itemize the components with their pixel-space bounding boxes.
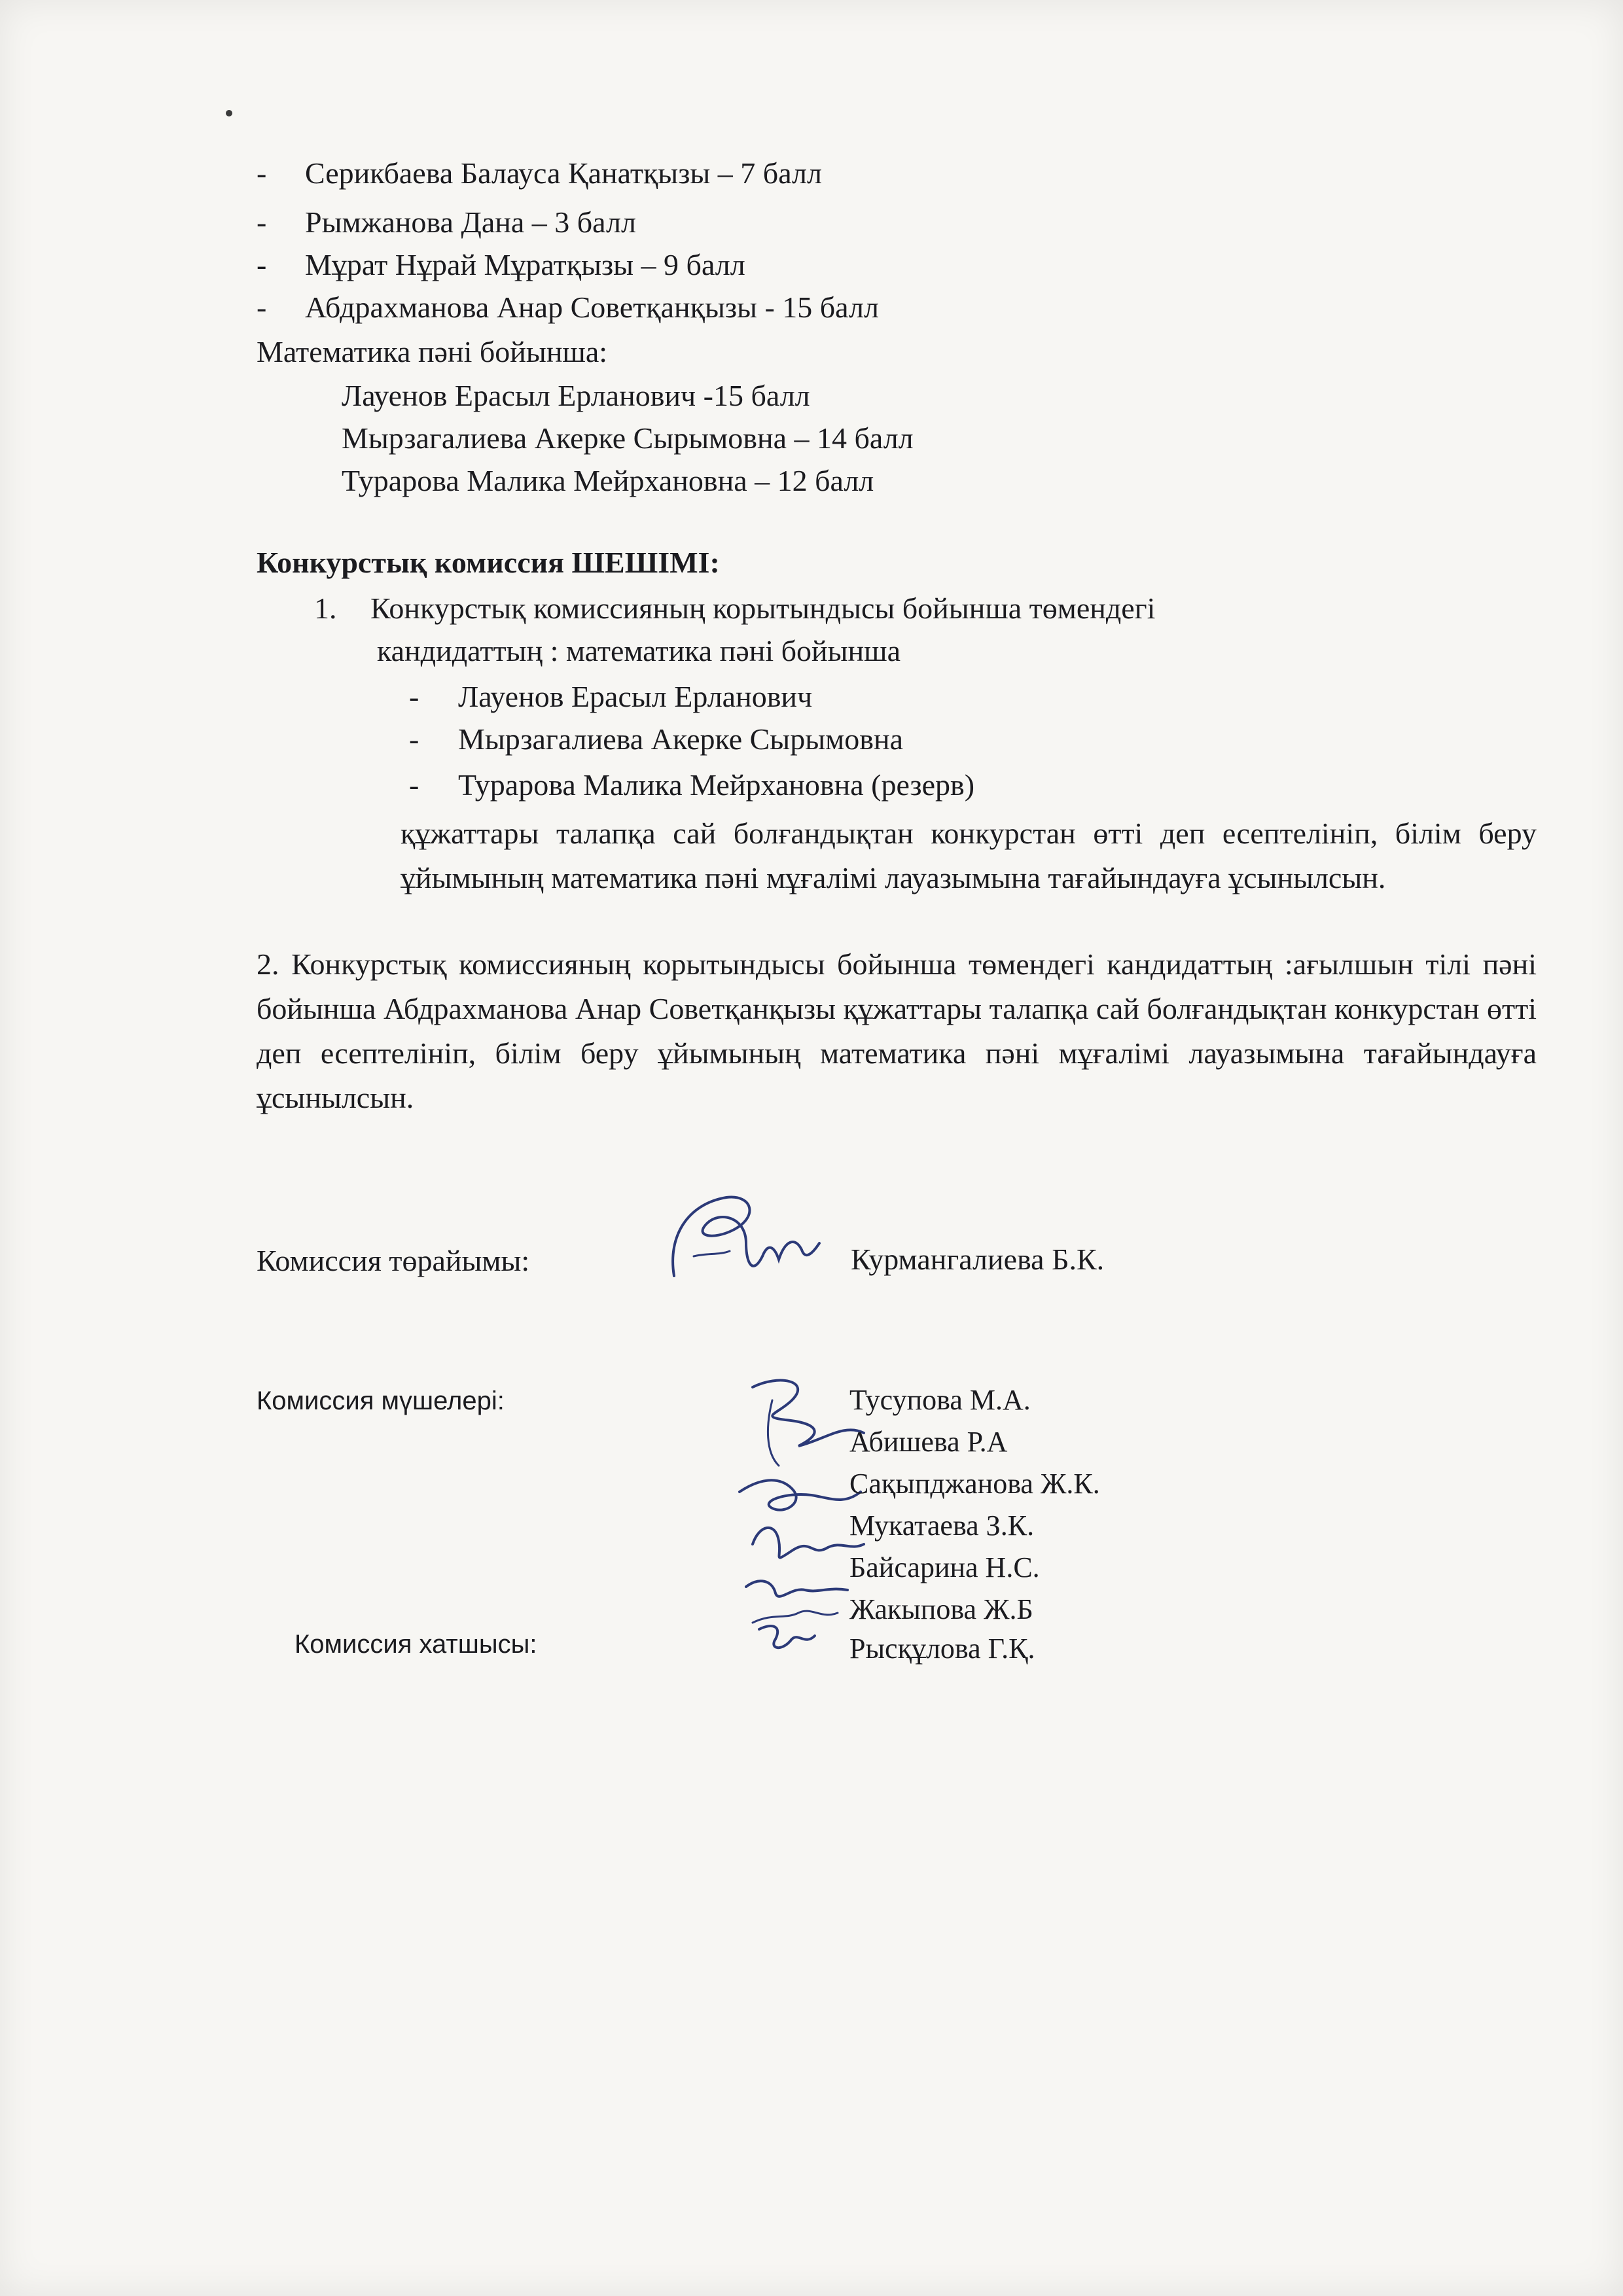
member-name: Абишева Р.А (849, 1426, 1008, 1458)
member-name: Мукатаева З.К. (849, 1510, 1035, 1542)
decision1-intro-line1: Конкурстық комиссияның корытындысы бойынша төмендегі (370, 592, 1156, 625)
score-item: Абдрахманова Анар Советқанқызы - 15 балл (305, 291, 879, 324)
member-name: Тусупова М.А. (849, 1384, 1031, 1416)
list-bullet: - (409, 680, 419, 713)
score-item: Рымжанова Дана – 3 балл (305, 205, 636, 239)
decision2-paragraph: 2. Конкурстық комиссияның корытындысы бойынша төмендегі кандидаттың :ағылшын тілі пәні бойынша Абдрахманова Анар Советқанқызы құжаттары талапқа сай болғандықтан конкурстан өтті деп есептелініп, білім беру ұйымының математика пәні мұғалімі лауазымына тағайындауға ұсынылсын. (257, 947, 1537, 1114)
list-bullet: - (409, 768, 419, 802)
decision1-intro-line2: кандидаттың : математика пәні бойынша (377, 634, 901, 667)
list-bullet: - (257, 291, 267, 324)
secretary-label: Комиссия хатшысы: (294, 1630, 537, 1659)
member-name: Сақыпджанова Ж.К. (849, 1468, 1100, 1500)
chair-label: Комиссия төрайымы: (257, 1244, 530, 1277)
member-name: Байсарина Н.С. (849, 1551, 1040, 1583)
list-bullet: - (409, 722, 419, 756)
secretary-signature (746, 1610, 825, 1669)
score-item: Мұрат Нұрай Мұратқызы – 9 балл (305, 248, 745, 281)
scan-speck (226, 110, 232, 116)
candidate-item: Мырзагалиева Акерке Сырымовна (458, 722, 903, 756)
math-score-item: Лауенов Ерасыл Ерланович -15 балл (342, 379, 810, 412)
math-score-item: Мырзагалиева Акерке Сырымовна – 14 балл (342, 421, 914, 455)
chair-signature (648, 1178, 831, 1302)
decision1-number: 1. (314, 592, 337, 625)
members-label: Комиссия мүшелері: (257, 1386, 505, 1415)
member-name: Жакыпова Ж.Б (849, 1593, 1033, 1625)
secretary-name: Рысқұлова Г.Қ. (849, 1633, 1035, 1665)
math-heading: Математика пәні бойынша: (257, 335, 608, 368)
candidate-item: Турарова Малика Мейрхановна (резерв) (458, 768, 975, 802)
math-score-item: Турарова Малика Мейрхановна – 12 балл (342, 464, 874, 497)
score-item: Серикбаева Балауса Қанатқызы – 7 балл (305, 156, 822, 190)
list-bullet: - (257, 156, 267, 190)
decision1-conclusion: құжаттары талапқа сай болғандықтан конкурстан өтті деп есептелініп, білім беру ұйымының математика пәні мұғалімі лауазымына тағайындауға ұсынылсын. (401, 817, 1537, 894)
candidate-item: Лауенов Ерасыл Ерланович (458, 680, 813, 713)
decision-heading: Конкурстық комиссия ШЕШІМІ: (257, 546, 720, 579)
chair-name: Курмангалиева Б.К. (851, 1243, 1105, 1276)
list-bullet: - (257, 205, 267, 239)
list-bullet: - (257, 248, 267, 281)
